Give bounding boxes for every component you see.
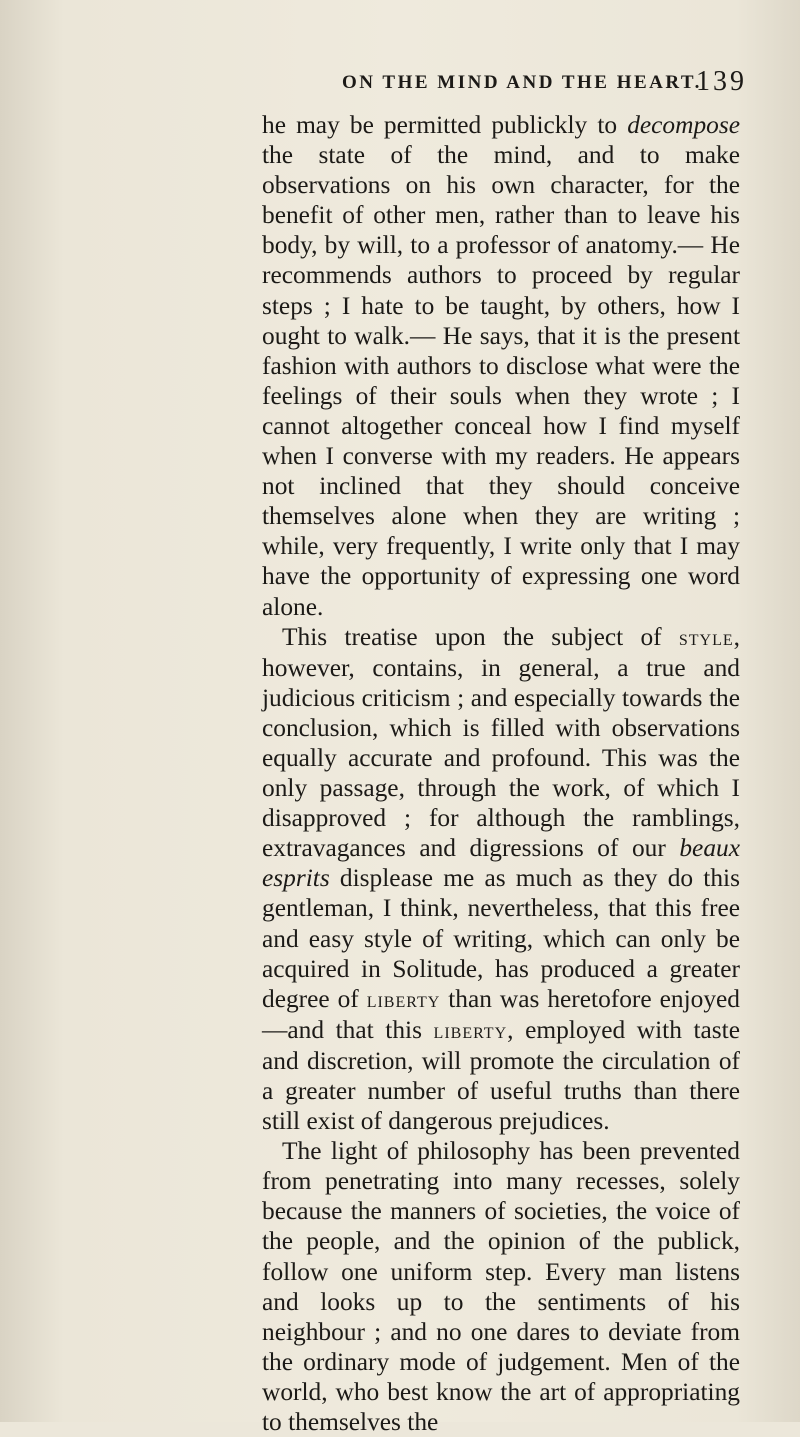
italic-text: decompose — [627, 111, 740, 139]
text-segment: he may be permitted publickly to — [262, 111, 628, 139]
running-head-title: ON THE MIND AND THE HEART. — [342, 72, 702, 93]
paragraph — [262, 622, 740, 1137]
small-caps-text: style — [678, 624, 734, 651]
text-segment: the state of the mind, and to make observations on his own character, for the benefit of other men, rather than to leave his body, by will, to a professor of anatomy.— He recommends authors to proceed by regular steps ; I hate to be taught, by others, how I ought to walk.— He says, that it is the present fashion with authors to disclose what were the feelings of their souls when they wrote ; I cannot altogether conceal how I find myself when I converse with my readers. He appears not inclined that they should conceive themselves alone when they are writing ; while, very frequently, I write only that I may have the opportunity of expressing one word alone. — [262, 141, 740, 621]
text-segment: The light of philosophy has been prevented from penetrating into many recesses, solely because the manners of societies, the voice of the people, and the opinion of the publick, follow one uniform step. Every man listens and looks up to the sentiments of his neighbour ; and no one dares to deviate from the ordinary mode of judgement. Men of the world, who best know the art of appropriating to themselves the — [262, 1137, 740, 1437]
paragraph — [262, 1136, 740, 1437]
text-segment: This treatise upon the subject of — [282, 622, 679, 651]
text-segment: than was heretofore enjoyed—and that this — [262, 984, 740, 1044]
paragraph — [262, 110, 740, 622]
running-head — [342, 66, 747, 100]
text-segment: , however, contains, in general, a true and judicious criticism ; and especially towards the conclusion, which is filled with observations equally accurate and profound. This was the only passage, through the work, of which I disapproved ; for although the ramblings, extravagances and digressions of our — [262, 622, 740, 863]
page-number: 139 — [696, 66, 747, 97]
small-caps-text: liberty — [433, 1017, 508, 1044]
small-caps-text: liberty — [366, 986, 441, 1013]
body-text — [262, 110, 740, 1437]
text-segment: displease me as much as they do this gentleman, I think, nevertheless, that this free and easy style of writing, which can only be acquired in Solitude, has produced a greater degree of — [262, 864, 740, 1013]
italic-text: beaux esprits — [262, 834, 740, 893]
text-segment: , employed with taste and discretion, will promote the circulation of a greater number of useful truths than there still exist of dangerous prejudices. — [262, 1015, 741, 1136]
